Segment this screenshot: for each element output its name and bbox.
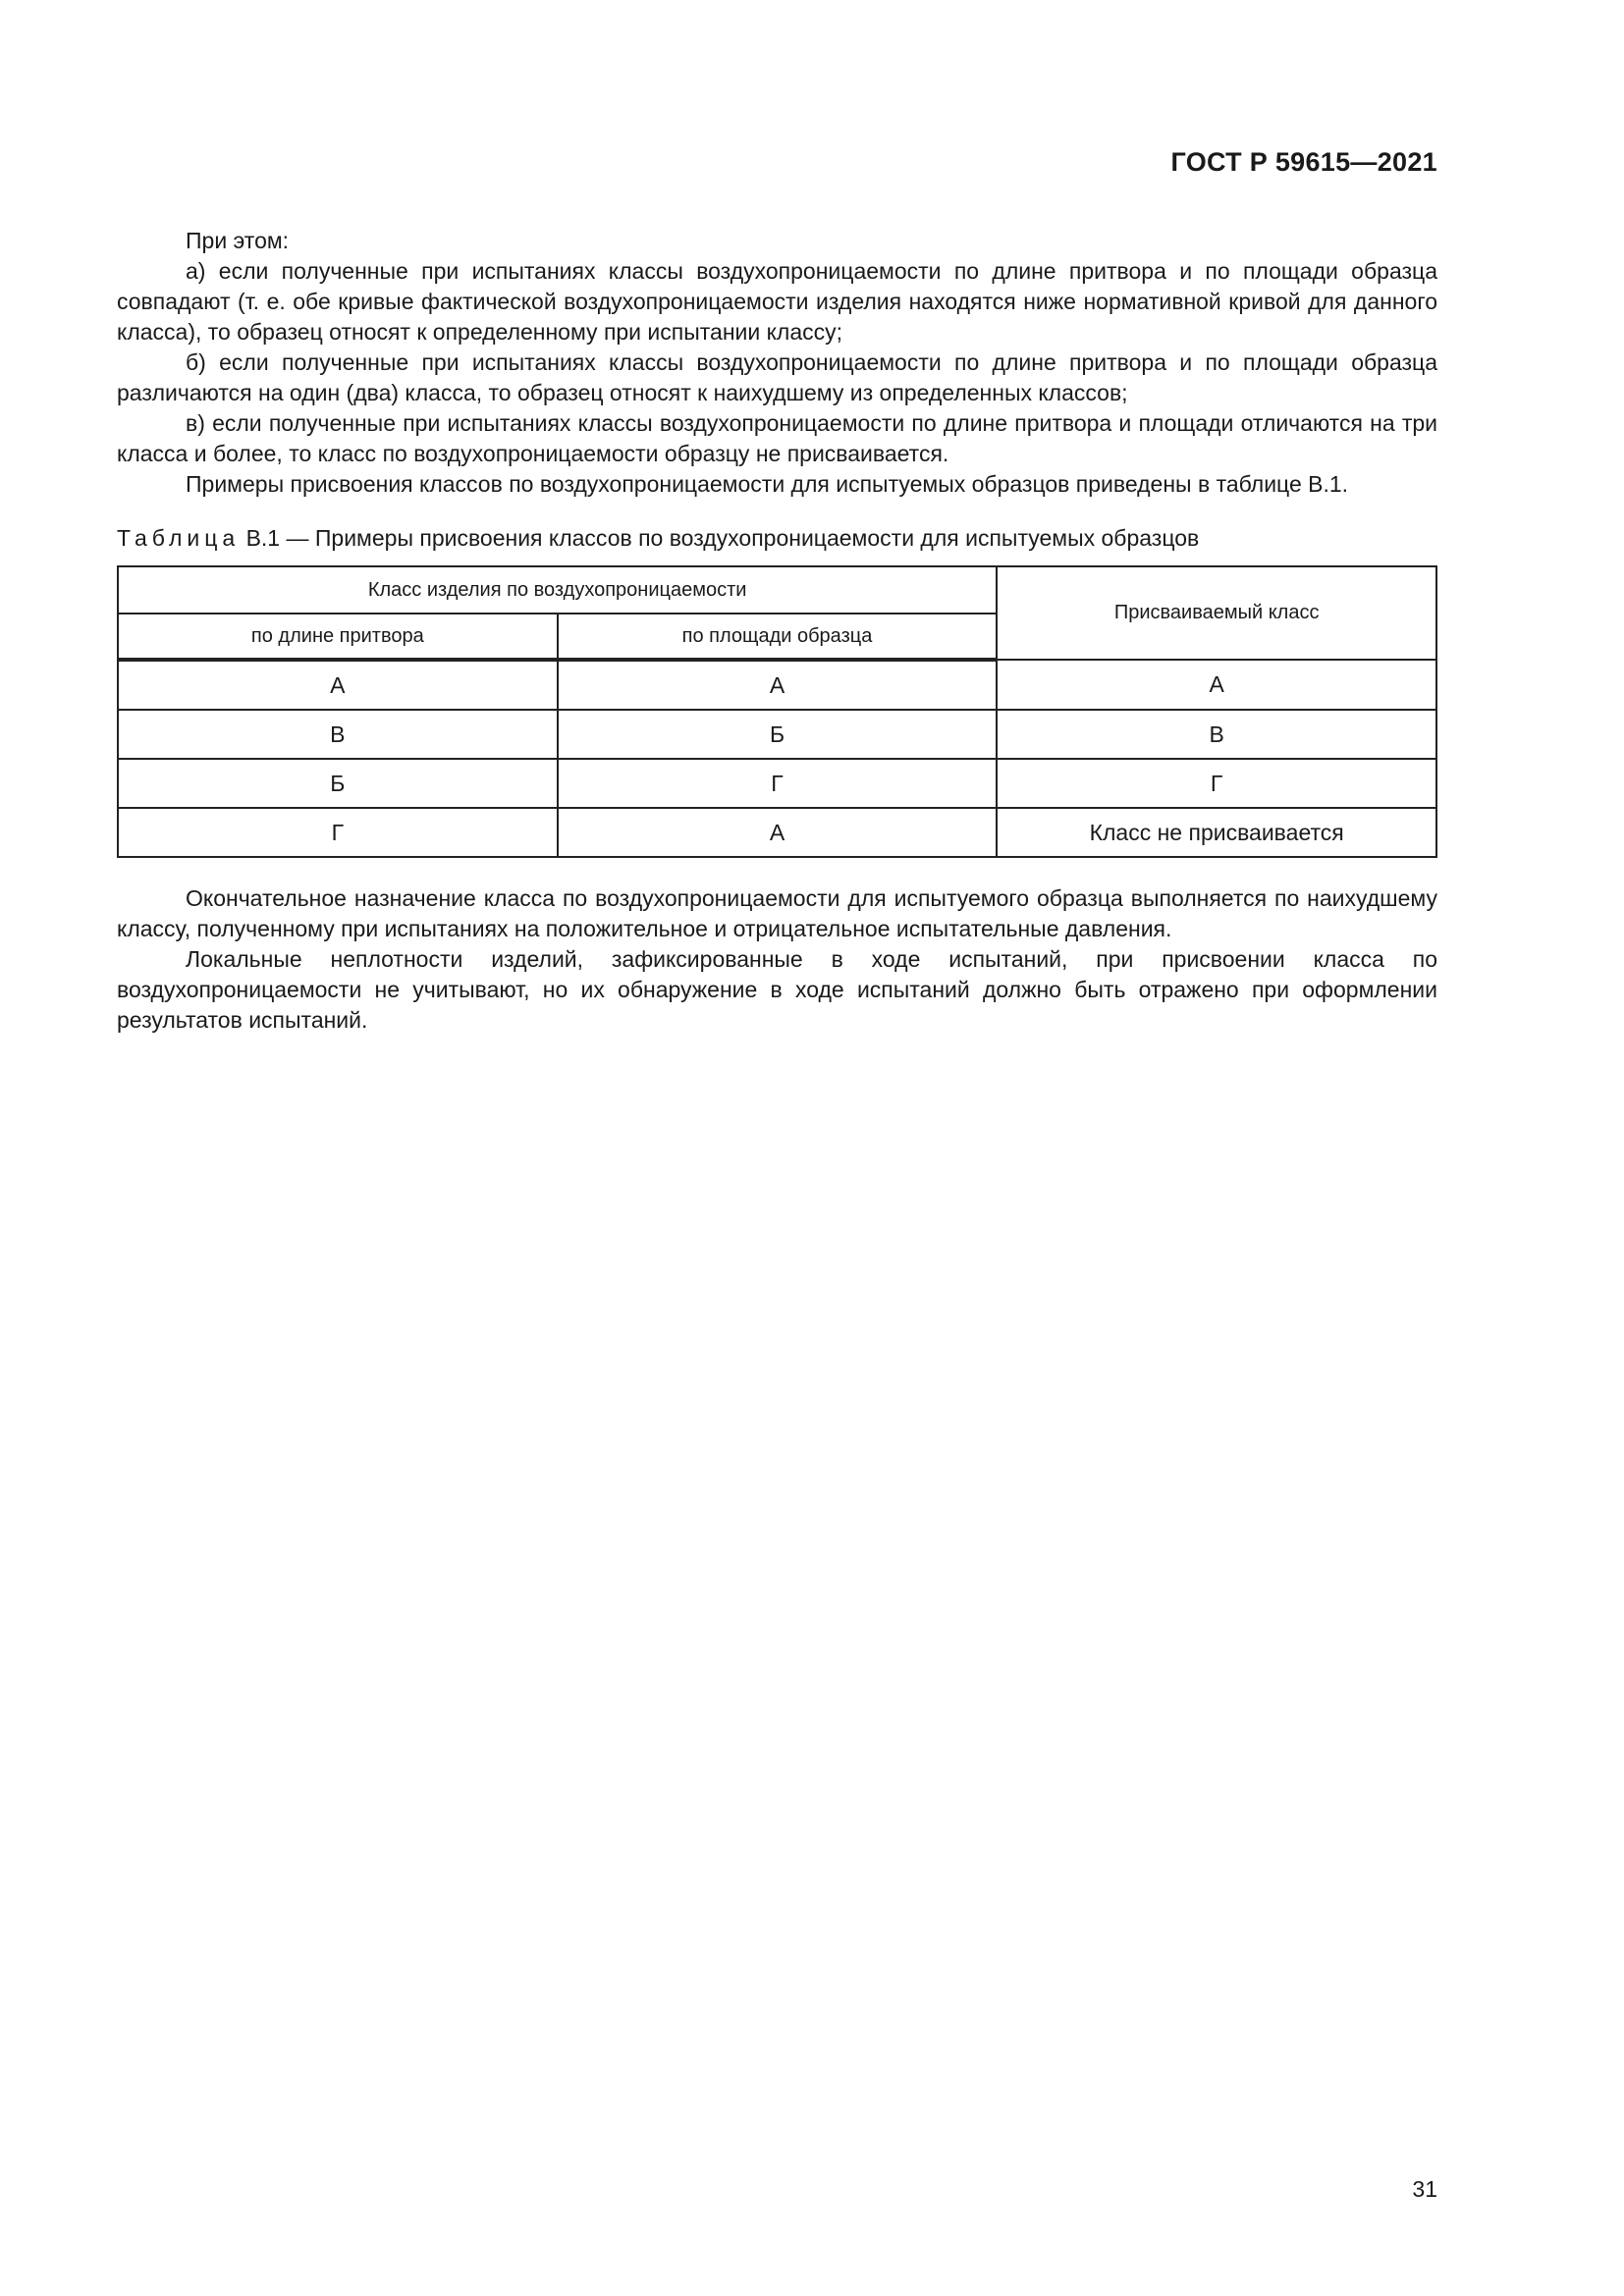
closing-text xyxy=(117,883,1437,1036)
table-row xyxy=(118,660,1436,710)
list-item-a: а) если полученные при испытаниях классы воздухопроницаемости по длине притвора и по площади образца совпадают (т. е. обе кривые фактической воздухопроницаемости изделия находятся ниже нормативной кривой для данного класса), то образец относят к определенному при испытании классу; xyxy=(117,258,1437,345)
table-cell: Г xyxy=(997,759,1436,808)
intro-text xyxy=(117,226,1437,500)
table-cell: Г xyxy=(558,759,998,808)
table-row xyxy=(118,759,1436,808)
list-item-v: в) если полученные при испытаниях классы воздухопроницаемости по длине притвора и площади отличаются на три класса и более, то класс по воздухопроницаемости образцу не присваивается. xyxy=(117,410,1437,466)
page-number: 31 xyxy=(1412,2176,1437,2202)
table-cell: А xyxy=(558,660,998,710)
list-item-b: б) если полученные при испытаниях классы воздухопроницаемости по длине притвора и по площади образца различаются на один (два) класса, то образец относят к наихудшему из определенных классов; xyxy=(117,349,1437,405)
table-header-by-joint-length: по длине притвора xyxy=(118,614,558,660)
final-assignment-paragraph: Окончательное назначение класса по воздухопроницаемости для испытуемого образца выполняется по наихудшему классу, полученному при испытаниях на положительное и отрицательное испытательные давления. xyxy=(117,885,1437,941)
table-cell: В xyxy=(997,710,1436,759)
table-caption-label: Таблица xyxy=(117,525,241,551)
table-header-assigned-class: Присваиваемый класс xyxy=(997,566,1436,660)
table-cell: А xyxy=(997,660,1436,710)
document-code: ГОСТ Р 59615—2021 xyxy=(1170,147,1437,177)
table-caption xyxy=(117,523,1199,554)
table-reference-paragraph: Примеры присвоения классов по воздухопроницаемости для испытуемых образцов приведены в таблице В.1. xyxy=(186,471,1349,497)
table-row xyxy=(118,710,1436,759)
table-caption-title: В.1 — Примеры присвоения классов по воздухопроницаемости для испытуемых образцов xyxy=(240,525,1200,551)
table-header-by-sample-area: по площади образца xyxy=(558,614,998,660)
table-cell: В xyxy=(118,710,558,759)
table-row xyxy=(118,808,1436,857)
table-cell: Б xyxy=(558,710,998,759)
table-header-group: Класс изделия по воздухопроницаемости xyxy=(118,566,997,614)
intro-paragraph: При этом: xyxy=(186,228,290,253)
local-leaks-paragraph: Локальные неплотности изделий, зафиксированные в ходе испытаний, при присвоении класса по воздухопроницаемости не учитывают, но их обнаружение в ходе испытаний должно быть отражено при оформлении результатов испытаний. xyxy=(117,946,1437,1033)
table-cell: А xyxy=(118,660,558,710)
table-cell: Г xyxy=(118,808,558,857)
table-cell: А xyxy=(558,808,998,857)
classification-table xyxy=(117,565,1437,858)
table-cell: Класс не присваивается xyxy=(997,808,1436,857)
table-cell: Б xyxy=(118,759,558,808)
